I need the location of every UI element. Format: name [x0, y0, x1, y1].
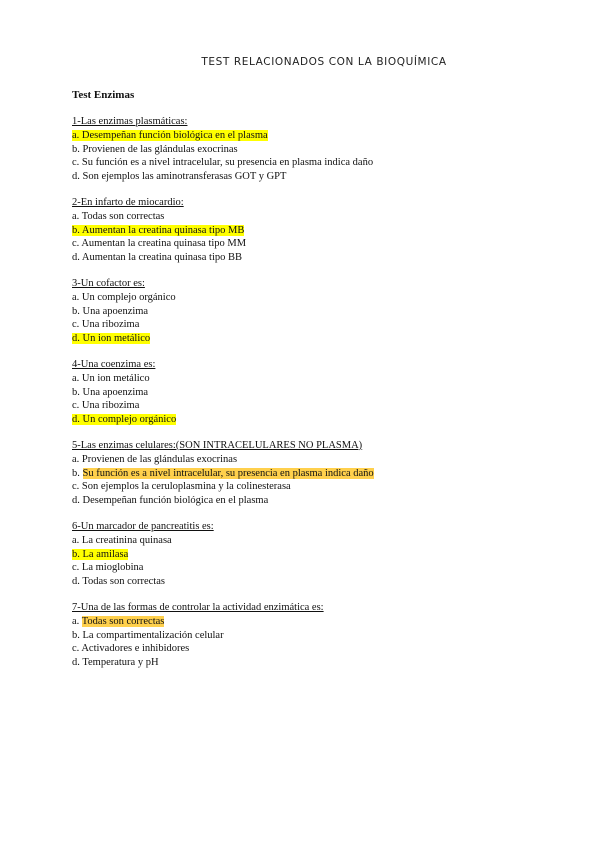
option-letter: a.	[72, 372, 82, 384]
correct-answer-text: Aumentan la creatina quinasa tipo MB	[81, 224, 245, 236]
option-letter: c.	[72, 157, 82, 169]
answer-option	[72, 210, 542, 224]
answer-option	[72, 642, 542, 656]
answer-option	[72, 453, 542, 467]
answer-option	[72, 561, 542, 575]
option-letter: c.	[72, 319, 82, 331]
option-text: Provienen de las glándulas exocrinas	[81, 453, 238, 465]
correct-answer-text: Su función es a nivel intracelular, su presencia en plasma indica daño	[82, 467, 374, 479]
document-title: TEST RELACIONADOS CON LA BIOQUÍMICA	[201, 56, 447, 68]
option-text: Una ribozima	[81, 400, 140, 412]
answer-option	[72, 413, 542, 427]
answer-option	[72, 237, 542, 251]
option-letter: a.	[72, 291, 82, 303]
option-letter: b.	[72, 305, 83, 317]
option-text: Son ejemplos las aminotransferasas GOT y GPT	[82, 171, 287, 183]
option-text: Son ejemplos la ceruloplasmina y la colinesterasa	[81, 481, 291, 493]
correct-answer-text: Desempeñan función biológica en el plasma	[81, 129, 268, 141]
option-text: Temperatura y pH	[82, 657, 159, 669]
option-text: Una apoenzima	[82, 386, 149, 398]
answer-option	[72, 548, 542, 562]
option-letter: d.	[72, 333, 83, 345]
option-text: La creatinina quinasa	[81, 534, 172, 546]
option-letter: b.	[72, 629, 83, 641]
option-letter: d.	[72, 576, 83, 588]
answer-option	[72, 224, 542, 238]
answer-option	[72, 318, 542, 332]
correct-answer-text: Un ion metálico	[82, 333, 151, 345]
question-3	[72, 277, 542, 346]
answer-option	[72, 372, 542, 386]
answer-option	[72, 332, 542, 346]
option-letter: a.	[72, 534, 82, 546]
correct-answer-text: La amilasa	[82, 548, 129, 560]
answer-option	[72, 615, 542, 629]
option-letter: d.	[72, 657, 83, 669]
option-text: La compartimentalización celular	[82, 629, 224, 641]
option-letter: c.	[72, 481, 82, 493]
answer-option	[72, 494, 542, 508]
option-text: Un ion metálico	[81, 372, 150, 384]
option-letter: c.	[72, 400, 82, 412]
answer-option	[72, 480, 542, 494]
answer-option	[72, 251, 542, 265]
answer-option	[72, 656, 542, 670]
option-letter: b.	[72, 386, 83, 398]
option-letter: c.	[72, 238, 82, 250]
question-text: 4-Una coenzima es:	[72, 358, 156, 370]
answer-option	[72, 143, 542, 157]
question-4	[72, 358, 542, 427]
option-text: La mioglobina	[81, 562, 144, 574]
option-text: Aumentan la creatina quinasa tipo BB	[81, 252, 243, 264]
question-text: 1-Las enzimas plasmáticas:	[72, 116, 188, 127]
answer-option	[72, 170, 542, 184]
answer-option	[72, 575, 542, 589]
option-letter: d.	[72, 414, 83, 426]
option-text: Todas son correctas	[81, 210, 165, 222]
question-text: 2-En infarto de miocardio:	[72, 196, 184, 208]
question-5	[72, 439, 542, 508]
option-letter: c.	[72, 562, 82, 574]
answer-option	[72, 467, 542, 481]
option-text: Una ribozima	[81, 319, 140, 331]
option-text: Provienen de las glándulas exocrinas	[82, 143, 238, 155]
correct-answer-text: Un complejo orgánico	[82, 414, 177, 426]
option-letter: b.	[72, 467, 83, 479]
answer-option	[72, 629, 542, 643]
answer-option	[72, 534, 542, 548]
question-1	[72, 115, 542, 184]
question-list	[72, 115, 542, 670]
document-body	[72, 88, 542, 682]
answer-option	[72, 386, 542, 400]
section-title: Test Enzimas	[72, 89, 135, 101]
question-7	[72, 601, 542, 670]
question-text: 3-Un cofactor es:	[72, 277, 145, 289]
answer-option	[72, 399, 542, 413]
option-letter: b.	[72, 548, 83, 560]
option-letter: a.	[72, 210, 82, 222]
option-letter: b.	[72, 224, 82, 236]
option-letter: c.	[72, 643, 82, 655]
option-letter: b.	[72, 143, 83, 155]
question-text: 7-Una de las formas de controlar la actividad enzimática es:	[72, 601, 324, 613]
option-letter: d.	[72, 171, 83, 183]
option-text: Activadores e inhibidores	[81, 643, 190, 655]
correct-answer-text: Todas son correctas	[81, 615, 165, 627]
option-text: Todas son correctas	[82, 576, 165, 588]
question-text: 6-Un marcador de pancreatitis es:	[72, 520, 214, 532]
option-text: Un complejo orgánico	[81, 291, 176, 303]
question-2	[72, 196, 542, 265]
option-letter: d.	[72, 252, 82, 264]
option-letter: d.	[72, 495, 83, 507]
option-letter: a.	[72, 615, 82, 627]
option-letter: a.	[72, 453, 82, 465]
answer-option	[72, 305, 542, 319]
question-text: 5-Las enzimas celulares:(SON INTRACELULARES NO PLASMA)	[72, 439, 363, 451]
question-6	[72, 520, 542, 589]
answer-option	[72, 129, 542, 143]
option-letter: a.	[72, 129, 82, 141]
answer-option	[72, 156, 542, 170]
answer-option	[72, 291, 542, 305]
option-text: Una apoenzima	[82, 305, 149, 317]
option-text: Su función es a nivel intracelular, su presencia en plasma indica daño	[81, 157, 374, 169]
option-text: Desempeñan función biológica en el plasma	[82, 495, 269, 507]
option-text: Aumentan la creatina quinasa tipo MM	[81, 238, 247, 250]
